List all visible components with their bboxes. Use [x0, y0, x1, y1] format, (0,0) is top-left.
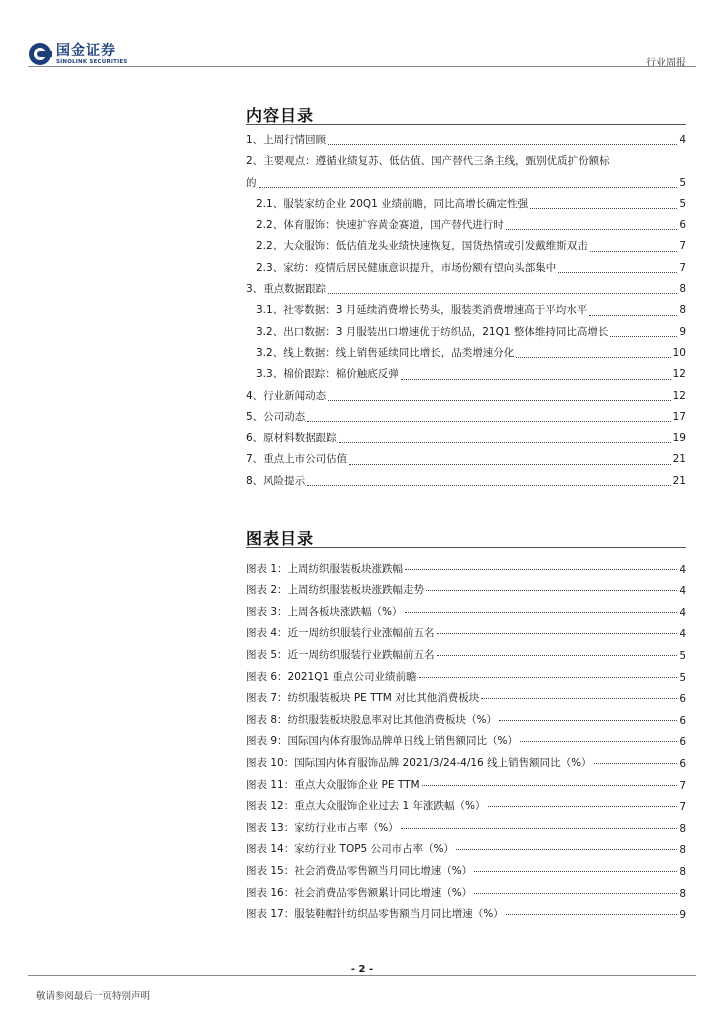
toc-entry[interactable]: 1、上周行情回顾 4	[246, 134, 686, 146]
report-type-label: 行业周报	[646, 58, 686, 69]
toc-title-rule	[246, 124, 686, 125]
figure-entry[interactable]: 图表 4：近一周纺织服装行业涨幅前五名 4	[246, 627, 686, 641]
toc-entry[interactable]: 2.2、大众服饰：低估值龙头业绩快速恢复，国货热情或引发戴维斯双击 7	[256, 240, 686, 253]
toc-entry[interactable]: 3.3、棉价跟踪：棉价触底反弹 12	[256, 368, 686, 381]
toc-entry[interactable]: 6、原材料数据跟踪 19	[246, 432, 686, 445]
figure-entry[interactable]: 图表 2：上周纺织服装板块涨跌幅走势 4	[246, 584, 686, 598]
figure-entry[interactable]: 图表 7：纺织服装板块 PE TTM 对比其他消费板块 6	[246, 692, 686, 706]
figures-list	[246, 554, 686, 921]
figure-entry[interactable]: 图表 12：重点大众服饰企业过去 1 年涨跌幅（%） 7	[246, 800, 686, 814]
toc-title: 内容目录	[246, 106, 315, 125]
figure-entry[interactable]: 图表 14：家纺行业 TOP5 公司市占率（%） 8	[246, 843, 686, 857]
figure-entry[interactable]: 图表 3：上周各板块涨跌幅（%） 4	[246, 605, 686, 619]
toc-entry[interactable]: 4、行业新闻动态 12	[246, 389, 686, 402]
toc-entry[interactable]: 3.2、线上数据：线上销售延续同比增长，品类增速分化 10	[256, 346, 686, 359]
toc-entry[interactable]: 2.1、服装家纺企业 20Q1 业绩前瞻，同比高增长确定性强 5	[256, 197, 686, 210]
toc-entry[interactable]: 2.3、家纺：疫情后居民健康意识提升，市场份额有望向头部集中 7	[256, 261, 686, 274]
figure-entry[interactable]: 图表 5：近一周纺织服装行业跌幅前五名 5	[246, 648, 686, 662]
figure-entry[interactable]: 图表 9：国际国内体育服饰品牌单日线上销售额同比（%） 6	[246, 735, 686, 749]
figure-entry[interactable]: 图表 10：国际国内体育服饰品牌 2021/3/24-4/16 线上销售额同比（%） 6	[246, 756, 686, 770]
toc-entry[interactable]: 3.2、出口数据：3 月服装出口增速优于纺织品，21Q1 整体维持同比高增长 9	[256, 325, 686, 338]
footer-divider	[28, 975, 696, 976]
figure-entry[interactable]: 图表 1：上周纺织服装板块涨跌幅 4	[246, 562, 686, 576]
toc-entry[interactable]: 3、重点数据跟踪 8	[246, 283, 686, 296]
figure-entry[interactable]: 图表 8：纺织服装板块股息率对比其他消费板块（%） 6	[246, 713, 686, 727]
figure-entry[interactable]: 图表 11：重点大众服饰企业 PE TTM 7	[246, 778, 686, 792]
figure-entry[interactable]: 图表 13：家纺行业市占率（%） 8	[246, 821, 686, 835]
sinolink-logo-icon	[28, 42, 52, 66]
figure-entry[interactable]: 图表 17：服装鞋帽针纺织品零售额当月同比增速（%） 9	[246, 908, 686, 922]
toc-list	[246, 130, 686, 492]
logo-chinese-name: 国金证券	[56, 42, 116, 59]
toc-entry[interactable]: 5、公司动态 17	[246, 410, 686, 423]
toc-entry[interactable]: 7、重点上市公司估值 21	[246, 453, 686, 466]
toc-entry[interactable]: 3.1、社零数据：3 月延续消费增长势头，服装类消费增速高于平均水平 8	[256, 304, 686, 317]
company-logo	[28, 42, 127, 66]
page-number: - 2 -	[350, 964, 374, 975]
toc-entry[interactable]: 2、主要观点：遵循业绩复苏、低估值、国产替代三条主线，甄别优质扩份额标	[246, 155, 610, 168]
toc-entry[interactable]: 的 5	[246, 176, 686, 189]
figure-entry[interactable]: 图表 6：2021Q1 重点公司业绩前瞻 5	[246, 670, 686, 684]
figures-title: 图表目录	[246, 529, 315, 548]
figure-entry[interactable]: 图表 15：社会消费品零售额当月同比增速（%） 8	[246, 864, 686, 878]
toc-entry[interactable]: 8、风险提示 21	[246, 474, 686, 487]
logo-english-name: SINOLINK SECURITIES	[56, 58, 128, 65]
header-divider	[28, 66, 696, 67]
disclaimer-note: 敬请参阅最后一页特别声明	[36, 991, 151, 1002]
toc-entry[interactable]: 2.2、体育服饰：快速扩容黄金赛道，国产替代进行时 6	[256, 219, 686, 232]
figures-title-rule	[246, 547, 686, 548]
figure-entry[interactable]: 图表 16：社会消费品零售额累计同比增速（%） 8	[246, 886, 686, 900]
